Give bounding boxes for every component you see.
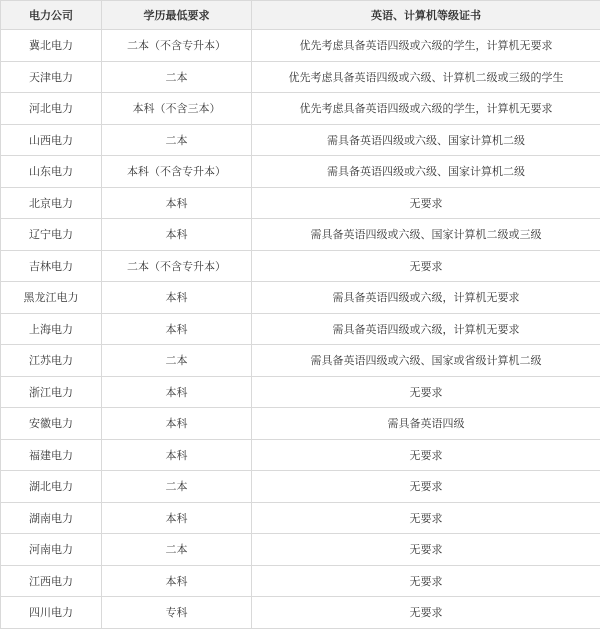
table-row: [1, 471, 600, 503]
cell-certificates: 需具备英语四级: [252, 408, 600, 440]
cell-certificates: 优先考虑具备英语四级或六级、计算机二级或三级的学生: [252, 61, 600, 93]
table-row: [1, 313, 600, 345]
cell-education: 本科: [102, 219, 252, 251]
table-row: [1, 187, 600, 219]
cell-education: 本科: [102, 313, 252, 345]
cell-company: 安徽电力: [1, 408, 102, 440]
cell-company: 北京电力: [1, 187, 102, 219]
cell-education: 本科（不含专升本）: [102, 156, 252, 188]
header-row: [1, 1, 600, 30]
cell-company: 上海电力: [1, 313, 102, 345]
cell-certificates: 无要求: [252, 187, 600, 219]
cell-company: 湖南电力: [1, 502, 102, 534]
table-row: [1, 250, 600, 282]
cell-education: 本科: [102, 439, 252, 471]
table-row: [1, 124, 600, 156]
cell-education: 本科: [102, 376, 252, 408]
table-body: [1, 30, 600, 629]
header-education: 学历最低要求: [102, 1, 252, 30]
cell-education: 二本（不含专升本）: [102, 30, 252, 62]
cell-education: 专科: [102, 597, 252, 629]
table-row: [1, 93, 600, 125]
cell-certificates: 需具备英语四级或六级，计算机无要求: [252, 313, 600, 345]
cell-certificates: 需具备英语四级或六级、国家计算机二级或三级: [252, 219, 600, 251]
cell-certificates: 无要求: [252, 376, 600, 408]
table-header: [1, 1, 600, 30]
cell-company: 山西电力: [1, 124, 102, 156]
cell-certificates: 需具备英语四级或六级、国家或省级计算机二级: [252, 345, 600, 377]
cell-education: 二本: [102, 124, 252, 156]
cell-education: 本科: [102, 502, 252, 534]
header-certificates: 英语、计算机等级证书: [252, 1, 600, 30]
cell-certificates: 需具备英语四级或六级，计算机无要求: [252, 282, 600, 314]
cell-company: 湖北电力: [1, 471, 102, 503]
cell-education: 二本: [102, 534, 252, 566]
cell-education: 本科: [102, 565, 252, 597]
cell-company: 河北电力: [1, 93, 102, 125]
cell-certificates: 无要求: [252, 250, 600, 282]
table-row: [1, 282, 600, 314]
cell-company: 江西电力: [1, 565, 102, 597]
cell-certificates: 优先考虑具备英语四级或六级的学生，计算机无要求: [252, 93, 600, 125]
table-row: [1, 597, 600, 629]
cell-education: 本科（不含三本）: [102, 93, 252, 125]
cell-education: 本科: [102, 408, 252, 440]
cell-education: 本科: [102, 282, 252, 314]
cell-company: 浙江电力: [1, 376, 102, 408]
cell-certificates: 无要求: [252, 471, 600, 503]
cell-education: 二本: [102, 471, 252, 503]
cell-certificates: 无要求: [252, 534, 600, 566]
cell-certificates: 无要求: [252, 565, 600, 597]
table-row: [1, 61, 600, 93]
cell-company: 河南电力: [1, 534, 102, 566]
table-row: [1, 565, 600, 597]
table-row: [1, 345, 600, 377]
cell-company: 福建电力: [1, 439, 102, 471]
cell-education: 二本: [102, 61, 252, 93]
cell-company: 天津电力: [1, 61, 102, 93]
cell-education: 二本: [102, 345, 252, 377]
cell-company: 吉林电力: [1, 250, 102, 282]
table-row: [1, 502, 600, 534]
cell-company: 四川电力: [1, 597, 102, 629]
cell-certificates: 无要求: [252, 502, 600, 534]
cell-education: 二本（不含专升本）: [102, 250, 252, 282]
table-row: [1, 376, 600, 408]
header-company: 电力公司: [1, 1, 102, 30]
cell-certificates: 优先考虑具备英语四级或六级的学生，计算机无要求: [252, 30, 600, 62]
cell-certificates: 无要求: [252, 439, 600, 471]
table-row: [1, 534, 600, 566]
cell-company: 江苏电力: [1, 345, 102, 377]
cell-company: 辽宁电力: [1, 219, 102, 251]
cell-education: 本科: [102, 187, 252, 219]
cell-certificates: 无要求: [252, 597, 600, 629]
table-row: [1, 219, 600, 251]
cell-company: 冀北电力: [1, 30, 102, 62]
cell-company: 山东电力: [1, 156, 102, 188]
table-row: [1, 30, 600, 62]
cell-certificates: 需具备英语四级或六级、国家计算机二级: [252, 124, 600, 156]
cell-certificates: 需具备英语四级或六级、国家计算机二级: [252, 156, 600, 188]
cell-company: 黑龙江电力: [1, 282, 102, 314]
table-row: [1, 408, 600, 440]
table-row: [1, 439, 600, 471]
table-row: [1, 156, 600, 188]
